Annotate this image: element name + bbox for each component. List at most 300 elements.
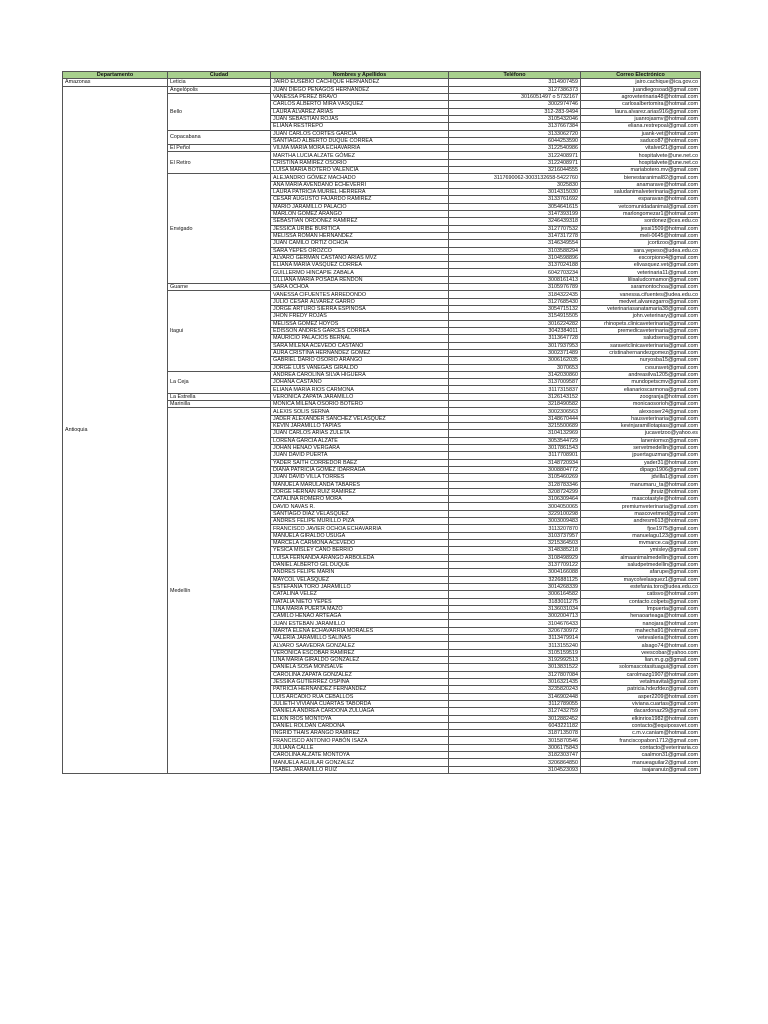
telefono-cell: 3106309464 — [449, 496, 581, 503]
correo-cell: yader31@hotmail.com — [581, 459, 701, 466]
correo-cell: jucavetzoo@yahoo.es — [581, 430, 701, 437]
telefono-cell: 3128783346 — [449, 481, 581, 488]
nombre-cell: JULIANA CALLE — [271, 744, 449, 751]
nombre-cell: ÁLVARO GERMÁN CASTAÑO ARIAS MVZ — [271, 254, 449, 261]
telefono-cell: 3002371489 — [449, 349, 581, 356]
telefono-cell: 3006164582 — [449, 591, 581, 598]
nombre-cell: LAURA PATRICIA MURIEL HERRERA — [271, 189, 449, 196]
correo-cell: hospitalvete@une.net.co — [581, 152, 701, 159]
header-ciudad: Ciudad — [168, 72, 271, 79]
nombre-cell: DANIELA ANDREA CARDONA ZULUAGA — [271, 708, 449, 715]
telefono-cell: 3206730972 — [449, 627, 581, 634]
nombre-cell: VILMA MARIA MORA ECHAVARRIA — [271, 145, 449, 152]
telefono-cell: 3148385218 — [449, 547, 581, 554]
correo-cell: jcortizoo@gmail.com — [581, 240, 701, 247]
nombre-cell: MÓNICA MILENA OSORIO BOTERO — [271, 401, 449, 408]
nombre-cell: SANTIAGO ALBERTO DUQUE CORREA — [271, 137, 449, 144]
nombre-cell: CAMILO HENAO ARTEAGA — [271, 613, 449, 620]
nombre-cell: CATALINA ROMERO MORA — [271, 496, 449, 503]
correo-cell: juandiegosoad@gmail.com — [581, 86, 701, 93]
nombre-cell: DANIELA SOSA MONSALVE — [271, 664, 449, 671]
table-body — [63, 79, 701, 774]
correo-cell: laura.alvarez.arias916@gmail.com — [581, 108, 701, 115]
correo-cell: isajaranuiz@gmail.com — [581, 766, 701, 773]
telefono-cell: 3192992513 — [449, 657, 581, 664]
ciudad-cell: La Estrella — [168, 393, 271, 400]
telefono-cell: 3117315837 — [449, 386, 581, 393]
ciudad-cell: La Ceja — [168, 371, 271, 393]
correo-cell: cristinahernandezgomez@gmail.com — [581, 349, 701, 356]
telefono-cell: 3127685430 — [449, 298, 581, 305]
nombre-cell: CESAR AUGUSTO FAJARDO RAMIREZ — [271, 196, 449, 203]
nombre-cell: VALERIA JARAMILLO SALINAS — [271, 635, 449, 642]
nombre-cell: JULIO CÉSAR ÁLVAREZ GARRO — [271, 298, 449, 305]
telefono-cell: 3113207870 — [449, 525, 581, 532]
correo-cell: servetmedellin@gmail.com — [581, 444, 701, 451]
telefono-cell: 3154915505 — [449, 313, 581, 320]
correo-cell: vitalvet21@gmail.com — [581, 145, 701, 152]
correo-cell: premedicaveterinaria@gmail.com — [581, 327, 701, 334]
nombre-cell: MANUELA MARULANDA TABARES — [271, 481, 449, 488]
correo-cell: elkinrios1982@hotmail.com — [581, 715, 701, 722]
nombre-cell: JUAN DIEGO PENAGOS HERNANDEZ — [271, 86, 449, 93]
correo-cell: mariabotero.mv@gmail.com — [581, 167, 701, 174]
telefono-cell: 3104523093 — [449, 766, 581, 773]
telefono-cell: 3003009483 — [449, 518, 581, 525]
telefono-cell: 3008804772 — [449, 466, 581, 473]
nombre-cell: LILLIANA MARIA POSADA RENDON — [271, 276, 449, 283]
nombre-cell: MANUELA GIRALDO USUGA — [271, 532, 449, 539]
correo-cell: saravetclinicaveterinaria@gmail.com — [581, 342, 701, 349]
telefono-cell: 3002974746 — [449, 101, 581, 108]
nombre-cell: MARTA ELENA ECHAVARRIA MORALES — [271, 627, 449, 634]
nombre-cell: CAROLINA ZAPATA GONZALEZ — [271, 671, 449, 678]
nombre-cell: YÉSICA MISLEY CANO BERRIO — [271, 547, 449, 554]
nombre-cell: JUAN DAVID PUERTA — [271, 452, 449, 459]
telefono-cell: 3016051497 o 5732167 — [449, 93, 581, 100]
ciudad-cell: Leticia — [168, 79, 271, 86]
correo-cell: juanrojasmv@hotmail.com — [581, 115, 701, 122]
nombre-cell: ESTEFANÍA TORO JARAMILLO — [271, 583, 449, 590]
telefono-cell: 3136031034 — [449, 605, 581, 612]
correo-cell: alsago74@hotmail.com — [581, 642, 701, 649]
nombre-cell: MARTHA LUCIA ALZATE GÓMEZ — [271, 152, 449, 159]
correo-cell: anamarave@hotmail.com — [581, 181, 701, 188]
header-telefono: Teléfono — [449, 72, 581, 79]
nombre-cell: MAURICIO PALACIOS BERNAL — [271, 335, 449, 342]
nombre-cell: CARLOS ALBERTO MIRA VÁSQUEZ — [271, 101, 449, 108]
correo-cell: veterinariasanatamaria38@gmail.com — [581, 306, 701, 313]
correo-cell: c.m.v.caniam@hotmail.com — [581, 730, 701, 737]
telefono-cell: 3137024188 — [449, 262, 581, 269]
telefono-cell: 3147317278 — [449, 232, 581, 239]
correo-cell: mundopetscmv@gmail.com — [581, 379, 701, 386]
correo-cell: marlongomezar1@hotmail.com — [581, 210, 701, 217]
nombre-cell: MARCELA CARMONA ACEVEDO — [271, 540, 449, 547]
correo-cell: henaoarteaga@hotmail.com — [581, 613, 701, 620]
telefono-cell: 3148670444 — [449, 415, 581, 422]
nombre-cell: CRISTINA RAMÍREZ OSORIO — [271, 159, 449, 166]
telefono-cell: 3133761692 — [449, 196, 581, 203]
correo-cell: elianarioscarmona@gmail.com — [581, 386, 701, 393]
telefono-cell: 3117708901 — [449, 452, 581, 459]
telefono-cell: 3216044555 — [449, 167, 581, 174]
nombre-cell: LINA MARIA PUERTA MAZO — [271, 605, 449, 612]
telefono-cell: 3105460269 — [449, 474, 581, 481]
telefono-cell: 3013831522 — [449, 664, 581, 671]
correo-cell: fjoe1975@gmail.com — [581, 525, 701, 532]
correo-cell: jpuertaguzman@gmail.com — [581, 452, 701, 459]
nombre-cell: JADER ALEXANDER SANCHEZ VELASQUEZ — [271, 415, 449, 422]
nombre-cell: JUAN DAVID VILLA TORRES — [271, 474, 449, 481]
telefono-cell: 3127386373 — [449, 86, 581, 93]
ciudad-cell: El Retiro — [168, 152, 271, 174]
correo-cell: manumaru_ta@hotmail.com — [581, 481, 701, 488]
telefono-cell: 3127807084 — [449, 671, 581, 678]
nombre-cell: JHON FREDY ROJAS — [271, 313, 449, 320]
ciudad-cell: Bello — [168, 93, 271, 130]
nombre-cell: JESSICA URIBE BURITICÁ — [271, 225, 449, 232]
telefono-cell: 3008161413 — [449, 276, 581, 283]
nombre-cell: JULIETH VIVIANA CUARTAS TABORDA — [271, 700, 449, 707]
telefono-cell: 3042384011 — [449, 327, 581, 334]
nombre-cell: JUAN CARLOS ARIAS ZULETA — [271, 430, 449, 437]
nombre-cell: ALEJANDRO GÓMEZ MACHADO — [271, 174, 449, 181]
header-departamento: Departamento — [63, 72, 168, 79]
nombre-cell: KEVIN JARAMILLO TAPIAS — [271, 423, 449, 430]
ciudad-cell: Medellín — [168, 408, 271, 774]
correo-cell: caalmon31@gmail.com — [581, 752, 701, 759]
nombre-cell: VANESSA CIFUENTES ARREDONDO — [271, 291, 449, 298]
telefono-cell: 3017937953 — [449, 342, 581, 349]
nombre-cell: JAIRO EUSEBIO CACHIQUE HERNANDEZ — [271, 79, 449, 86]
telefono-cell: 3226881125 — [449, 576, 581, 583]
telefono-cell: 3127707532 — [449, 225, 581, 232]
nombre-cell: LINA MARIA GIRALDO GONZALEZ — [271, 657, 449, 664]
telefono-cell: 3133062720 — [449, 130, 581, 137]
nombre-cell: DAVID NAVAS R. — [271, 503, 449, 510]
nombre-cell: SARA OCHOA — [271, 284, 449, 291]
correo-cell: sordonez@ces.edu.co — [581, 218, 701, 225]
telefono-cell: 3122540986 — [449, 145, 581, 152]
nombre-cell: SARA MILENA ACEVEDO CASTAÑO — [271, 342, 449, 349]
correo-cell: jessi1509@hotmail.com — [581, 225, 701, 232]
telefono-cell: 3206864850 — [449, 759, 581, 766]
correo-cell: alexsoser24@gmail.com — [581, 408, 701, 415]
nombre-cell: VERÓNICA ZAPATA JARAMILLO — [271, 393, 449, 400]
telefono-cell: 3006175843 — [449, 744, 581, 751]
nombre-cell: LORENA GARCIA ALZATE — [271, 437, 449, 444]
nombre-cell: JUAN ESTEBAN JARAMILLO — [271, 620, 449, 627]
telefono-cell: 3025830 — [449, 181, 581, 188]
nombre-cell: ISABEL JARAMILLO RUIZ — [271, 766, 449, 773]
nombre-cell: VERONICA ESCOBAR RAMIREZ — [271, 649, 449, 656]
correo-cell: ymisley@gmail.com — [581, 547, 701, 554]
correo-cell: contacto@veterinaria.co — [581, 744, 701, 751]
ciudad-cell: Itagui — [168, 291, 271, 371]
telefono-cell: 3006162035 — [449, 357, 581, 364]
departamento-cell: Amazonas — [63, 79, 168, 86]
correo-cell: john.veterinary@gmail.com — [581, 313, 701, 320]
nombre-cell: ALVARO SAAVEDRA GONZALEZ — [271, 642, 449, 649]
nombre-cell: MAYCOL VELÁSQUEZ — [271, 576, 449, 583]
nombre-cell: ANA MARIA AVENDAÑO ECHEVERRI — [271, 181, 449, 188]
correo-cell: saludanimalveterinaria@gmail.com — [581, 189, 701, 196]
telefono-cell: 3017861543 — [449, 444, 581, 451]
nombre-cell: JORGE ARTURO SIERRA ESPINOSA — [271, 306, 449, 313]
correo-cell: hospitalvete@une.net.co — [581, 159, 701, 166]
telefono-cell: 3137009587 — [449, 379, 581, 386]
telefono-cell: 3015870546 — [449, 737, 581, 744]
correo-cell: rhinopets.clinicaveterinaria@gmail.com — [581, 320, 701, 327]
telefono-cell: 3215500689 — [449, 423, 581, 430]
correo-cell: monicaosorioh@gmail.com — [581, 401, 701, 408]
correo-cell: catisvo@hotmail.com — [581, 591, 701, 598]
correo-cell: hausveterinaria@gmail.com — [581, 415, 701, 422]
telefono-cell: 3004166088 — [449, 569, 581, 576]
correo-cell: saramontochoa@gmail.com — [581, 284, 701, 291]
telefono-cell: 3126143152 — [449, 393, 581, 400]
correo-cell: jdvilla1@gmail.com — [581, 474, 701, 481]
ciudad-cell: Angelópolis — [168, 86, 271, 93]
header-row — [63, 72, 701, 79]
telefono-cell: 3105976789 — [449, 284, 581, 291]
correo-cell: escorpiono4@gmail.com — [581, 254, 701, 261]
correo-cell: saduco87@hotmail.com — [581, 137, 701, 144]
telefono-cell: 6043221182 — [449, 722, 581, 729]
telefono-cell: 3104132969 — [449, 430, 581, 437]
telefono-cell: 3114907459 — [449, 79, 581, 86]
telefono-cell: 3113647728 — [449, 335, 581, 342]
correo-cell: lilisaludcomamor@gmail.com — [581, 276, 701, 283]
telefono-cell: 3137709122 — [449, 561, 581, 568]
nombre-cell: CATALINA VELEZ — [271, 591, 449, 598]
correo-cell: cvsuravet@gmail.com — [581, 364, 701, 371]
nombre-cell: AURA CRISTINA HERNANDEZ GOMEZ — [271, 349, 449, 356]
nombre-cell: INGRID THAIS ARANGO RAMÍREZ — [271, 730, 449, 737]
correo-cell: vanessa.cifuentes@udea.edu.co — [581, 291, 701, 298]
table-row — [63, 86, 701, 93]
nombre-cell: FRANCISCO ANTONIO PABÓN ISAZA — [271, 737, 449, 744]
telefono-cell: 3053544729 — [449, 437, 581, 444]
correo-cell: sara.yepeso@udea.edu.co — [581, 247, 701, 254]
nombre-cell: MARLON GOMEZ ARANGO — [271, 210, 449, 217]
nombre-cell: LAURA ALVAREZ ARIAS — [271, 108, 449, 115]
telefono-cell: 6042703234 — [449, 269, 581, 276]
nombre-cell: GABRIEL DARIO OSORIO ARANGO — [271, 357, 449, 364]
telefono-cell: 3104676433 — [449, 620, 581, 627]
telefono-cell: 3218490582 — [449, 401, 581, 408]
correo-cell: andresm613@hotmail.com — [581, 518, 701, 525]
nombre-cell: DIANA PATRICIA GOMEZ IDARRAGA — [271, 466, 449, 473]
correo-cell: andreasilva1205@gmail.com — [581, 371, 701, 378]
ciudad-cell: El Peñol — [168, 145, 271, 152]
correo-cell: lmpuerta@gmail.com — [581, 605, 701, 612]
nombre-cell: LUIS ARCADIO RUA CEBALLOS — [271, 693, 449, 700]
correo-cell: saludpetmedellin@gmail.com — [581, 561, 701, 568]
nombre-cell: CAROLINA ALZATE MONTOYA — [271, 752, 449, 759]
ciudad-cell: Copacabana — [168, 130, 271, 145]
telefono-cell: 3054641615 — [449, 203, 581, 210]
correo-cell: viviana.cuartas@gmail.com — [581, 700, 701, 707]
nombre-cell: SEBASTIÁN ORDÓÑEZ RAMÍREZ — [271, 218, 449, 225]
correo-cell: manueaguilar2@gmail.com — [581, 759, 701, 766]
correo-cell: jhruiz@hotmail.com — [581, 488, 701, 495]
correo-cell: vetevaleria@hotmail.com — [581, 635, 701, 642]
telefono-cell: 3235820243 — [449, 686, 581, 693]
telefono-cell: 3183011275 — [449, 598, 581, 605]
nombre-cell: PATRICIA HERNANDEZ FERNANDEZ — [271, 686, 449, 693]
nombre-cell: FRANCISCO JAVIER OCHOA ECHAVARRIA — [271, 525, 449, 532]
correo-cell: carlosalbertomira@hotmail.com — [581, 101, 701, 108]
telefono-cell: 3146902448 — [449, 693, 581, 700]
nombre-cell: JESSIKA GUTIERREZ OSPINA — [271, 678, 449, 685]
nombre-cell: VANESSA PÉREZ BRAVO — [271, 93, 449, 100]
correo-cell: veescobar@yahoo.com — [581, 649, 701, 656]
nombre-cell: ELIANA MARIA VÁSQUEZ CORREA — [271, 262, 449, 269]
correo-cell: jairo.cachique@ica.gov.co — [581, 79, 701, 86]
correo-cell: agroveterinaria48@hotmail.com — [581, 93, 701, 100]
nombre-cell: ANDREA CAROLINA SILVA HIGUERA — [271, 371, 449, 378]
nombre-cell: JORGE HERNAN RUIZ RAMIREZ — [271, 488, 449, 495]
correo-cell: mvmarce.ca@gmail.com — [581, 540, 701, 547]
telefono-cell: 3147393199 — [449, 210, 581, 217]
correo-cell: franciscopabon1712@gmail.com — [581, 737, 701, 744]
directory-table — [62, 71, 701, 774]
telefono-cell: 3142030860 — [449, 371, 581, 378]
nombre-cell: LUISA FERNANDA ARANGO ARBOLEDA — [271, 554, 449, 561]
telefono-cell: 3002306563 — [449, 408, 581, 415]
nombre-cell: MELISSA ROMÁN HERNANDEZ — [271, 232, 449, 239]
correo-cell: carolmazg1907@hotmail.com — [581, 671, 701, 678]
nombre-cell: MANUELA AGUILAR GONZALEZ — [271, 759, 449, 766]
correo-cell: maycolvelasquez1@gmail.com — [581, 576, 701, 583]
telefono-cell: 312-283-9494 — [449, 108, 581, 115]
correo-cell: nuryosba15@gmail.com — [581, 357, 701, 364]
telefono-cell: 3184322435 — [449, 291, 581, 298]
telefono-cell: 3122408971 — [449, 152, 581, 159]
correo-cell: juank-vet@hotmail.com — [581, 130, 701, 137]
telefono-cell: 3103737957 — [449, 532, 581, 539]
telefono-cell: 3187135078 — [449, 730, 581, 737]
nombre-cell: JUAN CAMILO ORTIZ OCHOA — [271, 240, 449, 247]
nombre-cell: ELKIN RIOS MONTOYA — [271, 715, 449, 722]
correo-cell: patricia.hdezfdez@gmail.com — [581, 686, 701, 693]
correo-cell: dipago1906@gmail.com — [581, 466, 701, 473]
correo-cell: veterinaria11@gmail.com — [581, 269, 701, 276]
correo-cell: saludsena@gmail.com — [581, 335, 701, 342]
correo-cell: contacto.colpets@gmail.com — [581, 598, 701, 605]
telefono-cell: 3103588294 — [449, 247, 581, 254]
correo-cell: laneniomvz@gmail.com — [581, 437, 701, 444]
telefono-cell: 6044253590 — [449, 137, 581, 144]
telefono-cell: 3105159519 — [449, 649, 581, 656]
nombre-cell: JOHANA CASTAÑO — [271, 379, 449, 386]
telefono-cell: 3016224282 — [449, 320, 581, 327]
telefono-cell: 3105432046 — [449, 115, 581, 122]
nombre-cell: JUAN SEBASTIÁN ROJAS — [271, 115, 449, 122]
nombre-cell: LUISA MARIA BOTERO VALENCIA — [271, 167, 449, 174]
correo-cell: vetcomunidadanimal@gmail.com — [581, 203, 701, 210]
telefono-cell: 3014268339 — [449, 583, 581, 590]
telefono-cell: 3104598896 — [449, 254, 581, 261]
correo-cell: premiumveterinaria@gmail.com — [581, 503, 701, 510]
nombre-cell: NATALIA NIETO YEPES — [271, 598, 449, 605]
correo-cell: nanojara@hotmail.com — [581, 620, 701, 627]
correo-cell: lian.m.g.g@gmail.com — [581, 657, 701, 664]
telefono-cell: 3137667384 — [449, 123, 581, 130]
telefono-cell: 3016321435 — [449, 678, 581, 685]
nombre-cell: ANDRES FELIPE MURILLO PIZA — [271, 518, 449, 525]
telefono-cell: 3229100298 — [449, 510, 581, 517]
correo-cell: medvet.alvarezgarro@gmail.com — [581, 298, 701, 305]
correo-cell: asper2209@hotmail.com — [581, 693, 701, 700]
correo-cell: manuelagu123@gmail.com — [581, 532, 701, 539]
telefono-cell: 3108498929 — [449, 554, 581, 561]
telefono-cell: 3070653 — [449, 364, 581, 371]
telefono-cell: 3148720934 — [449, 459, 581, 466]
header-nombres: Nombres y Apellidos — [271, 72, 449, 79]
table-row — [63, 79, 701, 86]
telefono-cell: 3113155240 — [449, 642, 581, 649]
nombre-cell: JUAN CARLOS CORTES GARCIA — [271, 130, 449, 137]
nombre-cell: JOHAN HENAO VERGARA — [271, 444, 449, 451]
nombre-cell: SARA YEPES OROZCO — [271, 247, 449, 254]
correo-cell: mascovetmed@gmail.com — [581, 510, 701, 517]
nombre-cell: ELIANA MARIA RIOS CARMONA — [271, 386, 449, 393]
correo-cell: zoogranja@hotmail.com — [581, 393, 701, 400]
nombre-cell: ALEXIS SOLIS SERNA — [271, 408, 449, 415]
telefono-cell: 3182303747 — [449, 752, 581, 759]
correo-cell: estefania.toro@udea.edu.co — [581, 583, 701, 590]
correo-cell: dacardonaz29@gmail.com — [581, 708, 701, 715]
nombre-cell: YADER SAITH CORREDOR BAEZ — [271, 459, 449, 466]
telefono-cell: 3002004713 — [449, 613, 581, 620]
header-correo: Correo Electrónico — [581, 72, 701, 79]
correo-cell: elivasquez.vet@gmail.com — [581, 262, 701, 269]
nombre-cell: GUILLERMO HINCAPIE ZABALA — [271, 269, 449, 276]
nombre-cell: DANIEL ALBERTO GIL DUQUE — [271, 561, 449, 568]
nombre-cell: DANIEL ROLDAN CARDONA — [271, 722, 449, 729]
telefono-cell: 3004050065 — [449, 503, 581, 510]
nombre-cell: JORGE LUIS VANEGAS GIRALDO — [271, 364, 449, 371]
nombre-cell: SANTIAGO DÍAZ VELÁSQUEZ — [271, 510, 449, 517]
telefono-cell: 3054715132 — [449, 306, 581, 313]
telefono-cell: 3127432759 — [449, 708, 581, 715]
ciudad-cell: Envigado — [168, 174, 271, 284]
correo-cell: contacto@equipossvet.com — [581, 722, 701, 729]
correo-cell: solomascotasituagui@gmail.com — [581, 664, 701, 671]
correo-cell: meli-0645@hotmail.com — [581, 232, 701, 239]
telefono-cell: 3246439318 — [449, 218, 581, 225]
telefono-cell: 3113479914 — [449, 635, 581, 642]
telefono-cell: 3014315030 — [449, 189, 581, 196]
telefono-cell: 3012882452 — [449, 715, 581, 722]
correo-cell: mahecha91@hotmail.com — [581, 627, 701, 634]
telefono-cell: 3215364503 — [449, 540, 581, 547]
nombre-cell: ANDRES FELIPE MARIN — [271, 569, 449, 576]
correo-cell: vetalmavital@gmail.com — [581, 678, 701, 685]
nombre-cell: MARIO JARAMILLO PALACIO — [271, 203, 449, 210]
correo-cell: almaanimalmedellin@gmail.com — [581, 554, 701, 561]
nombre-cell: EDISSON ANDRES GARCES CORREA — [271, 327, 449, 334]
correo-cell: kevinjaramillotapias@gmail.com — [581, 423, 701, 430]
telefono-cell: 3117690062-3003132658-5422760 — [449, 174, 581, 181]
nombre-cell: ELIANA RESTREPO — [271, 123, 449, 130]
correo-cell: esparavan@hotmail.com — [581, 196, 701, 203]
correo-cell: eliana.restrepoal@gmail.com — [581, 123, 701, 130]
telefono-cell: 3112789055 — [449, 700, 581, 707]
